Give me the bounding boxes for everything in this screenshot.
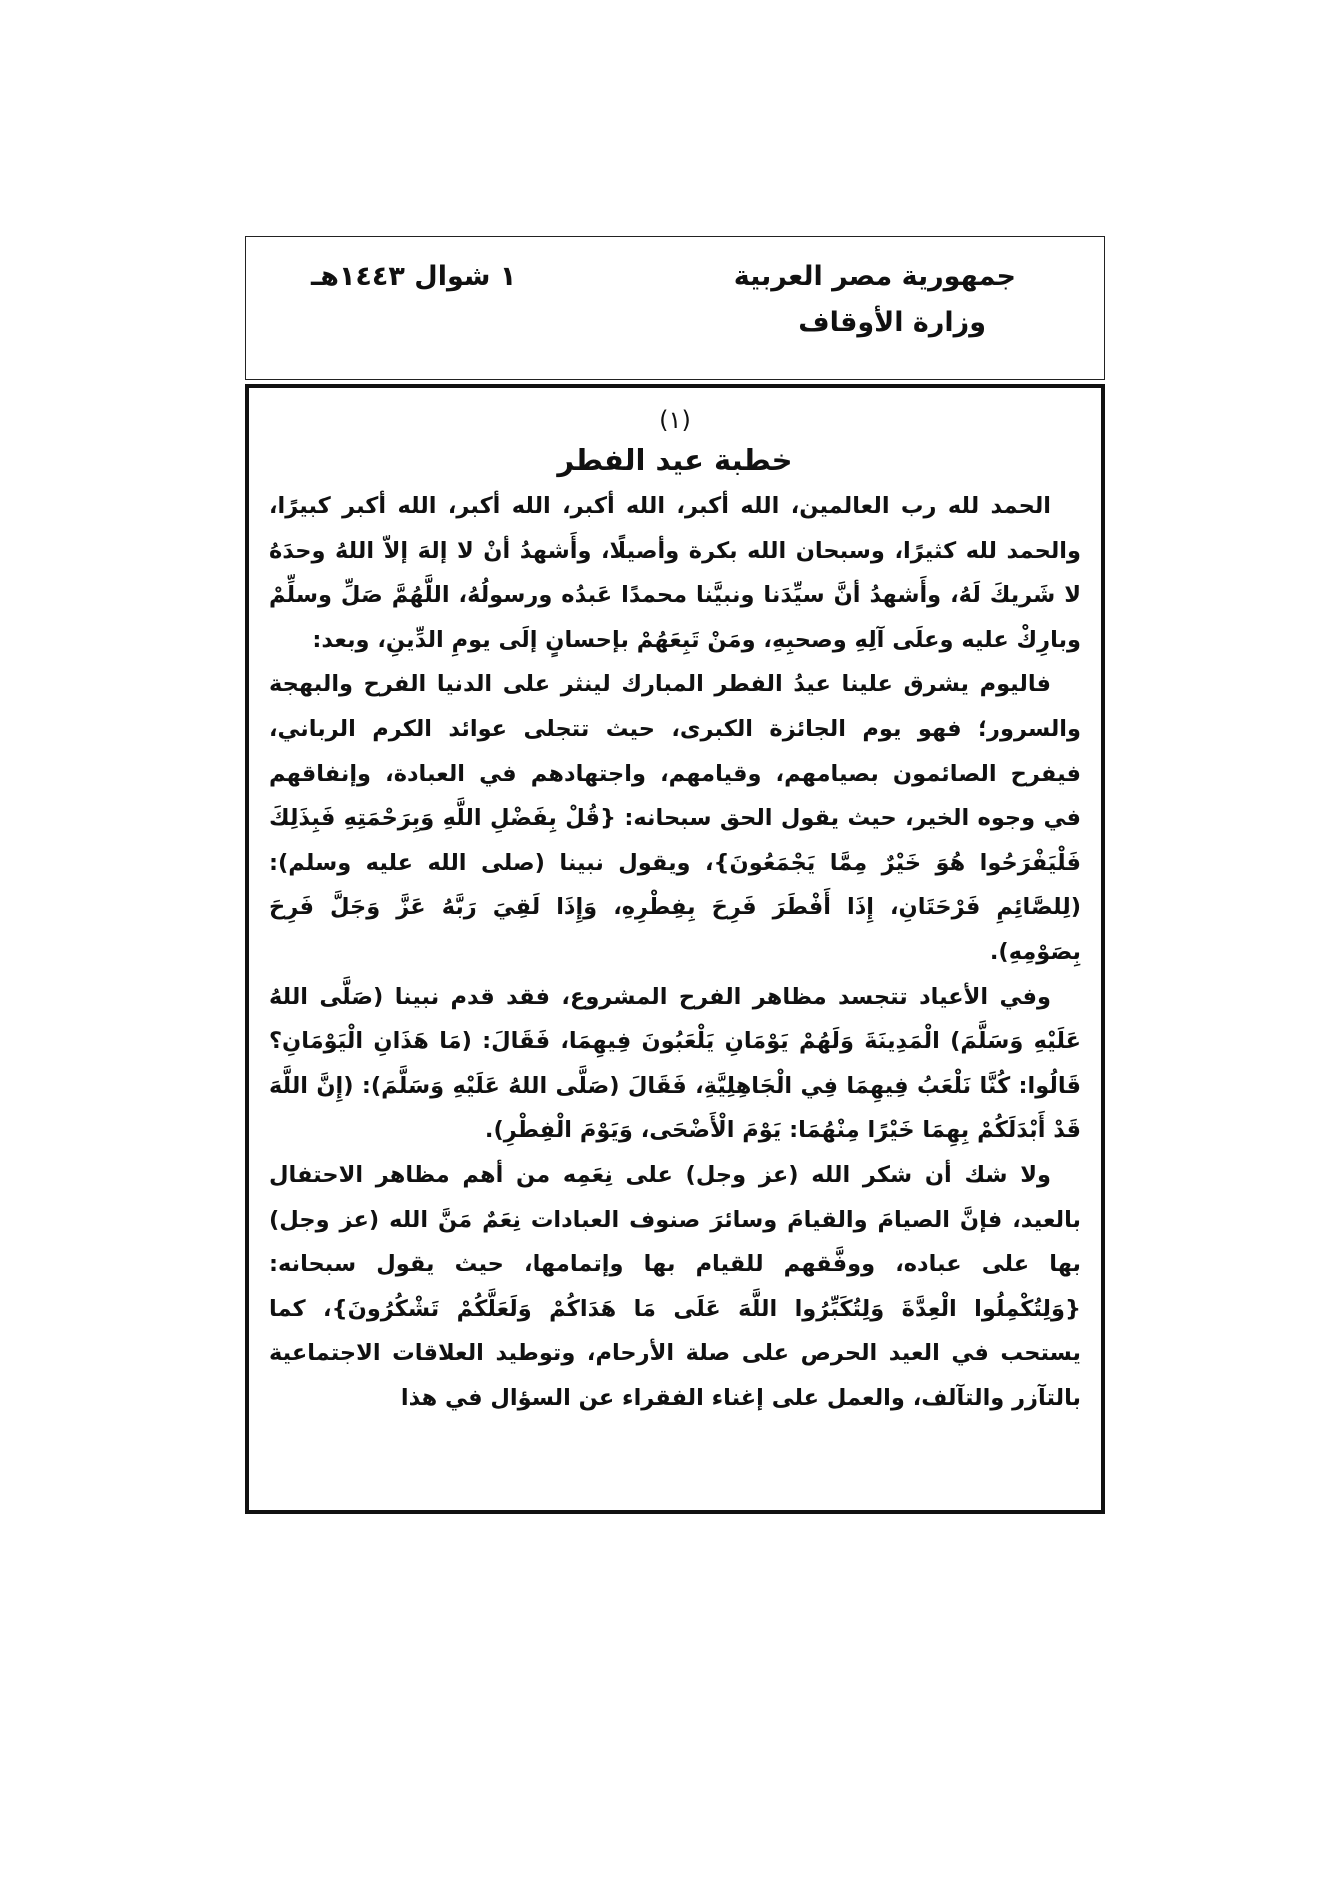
paragraph-opening: الحمد لله رب العالمين، الله أكبر، الله أكبر، الله أكبر، الله أكبر كبيرًا، والحمد لله كثيرًا، وسبحان الله بكرة وأصيلًا، وأَشهدُ أنْ لا إلهَ إلاّ اللهُ وحدَهُ لا شَريكَ لَهُ، وأَشهدُ أنَّ سيِّدَنا ونبيَّنا محمدًا عَبدُه ورسولُهُ، اللَّهُمَّ صَلِّ وسلِّمْ وبارِكْ عليه وعلَى آلِهِ وصحبِهِ، ومَنْ تَبِعَهُمْ بإحسانٍ إلَى يومِ الدِّينِ، وبعد: bbox=[269, 493, 1081, 653]
header-box bbox=[245, 236, 1105, 380]
sermon-title: خطبة عيد الفطر bbox=[557, 443, 793, 477]
ministry-name: وزارة الأوقاف bbox=[798, 307, 986, 338]
paragraph-eid-joy: فاليوم يشرق علينا عيدُ الفطر المبارك لينثر على الدنيا الفرح والبهجة والسرور؛ فهو يوم الجائزة الكبرى، حيث تتجلى عوائد الكرم الرباني، فيفرح الصائمون بصيامهم، وقيامهم، واجتهادهم في العبادة، وإنفاقهم في وجوه الخير، حيث يقول الحق سبحانه: {قُلْ بِفَضْلِ اللَّهِ وَبِرَحْمَتِهِ فَبِذَلِكَ فَلْيَفْرَحُوا هُوَ خَيْرٌ مِمَّا يَجْمَعُونَ}، ويقول نبينا (صلى الله عليه وسلم): (لِلصَّائِمِ فَرْحَتَانِ، إِذَا أَفْطَرَ فَرِحَ بِفِطْرِهِ، وَإِذَا لَقِيَ رَبَّهُ عَزَّ وَجَلَّ فَرِحَ بِصَوْمِهِ). bbox=[269, 671, 1081, 965]
sermon-box bbox=[245, 384, 1105, 1514]
paragraph-gratitude: ولا شك أن شكر الله (عز وجل) على نِعَمِه من أهم مظاهر الاحتفال بالعيد، فإنَّ الصيامَ والقيامَ وسائرَ صنوف العبادات نِعَمٌ مَنَّ الله (عز وجل) بها على عباده، ووفَّقهم للقيام بها وإتمامها، حيث يقول سبحانه: {وَلِتُكْمِلُوا الْعِدَّةَ وَلِتُكَبِّرُوا اللَّهَ عَلَى مَا هَدَاكُمْ وَلَعَلَّكُمْ تَشْكُرُونَ}، كما يستحب في العيد الحرص على صلة الأرحام، وتوطيد العلاقات الاجتماعية بالتآزر والتآلف، والعمل على إغناء الفقراء عن السؤال في هذا bbox=[269, 1161, 1081, 1411]
republic-name: جمهورية مصر العربية bbox=[733, 261, 1016, 292]
sermon-number: (١) bbox=[659, 406, 691, 434]
paragraph-festivals: وفي الأعياد تتجسد مظاهر الفرح المشروع، فقد قدم نبينا (صَلَّى اللهُ عَلَيْهِ وَسَلَّمَ) الْمَدِينَةَ وَلَهُمْ يَوْمَانِ يَلْعَبُونَ فِيهِمَا، فَقَالَ: (مَا هَذَانِ الْيَوْمَانِ؟ قَالُوا: كُنَّا نَلْعَبُ فِيهِمَا فِي الْجَاهِلِيَّةِ، فَقَالَ (صَلَّى اللهُ عَلَيْهِ وَسَلَّمَ): (إِنَّ اللَّهَ قَدْ أَبْدَلَكُمْ بِهِمَا خَيْرًا مِنْهُمَا: يَوْمَ الْأَضْحَى، وَيَوْمَ الْفِطْرِ). bbox=[269, 983, 1081, 1144]
hijri-date: ١ شوال ١٤٤٣هـ bbox=[311, 261, 517, 292]
